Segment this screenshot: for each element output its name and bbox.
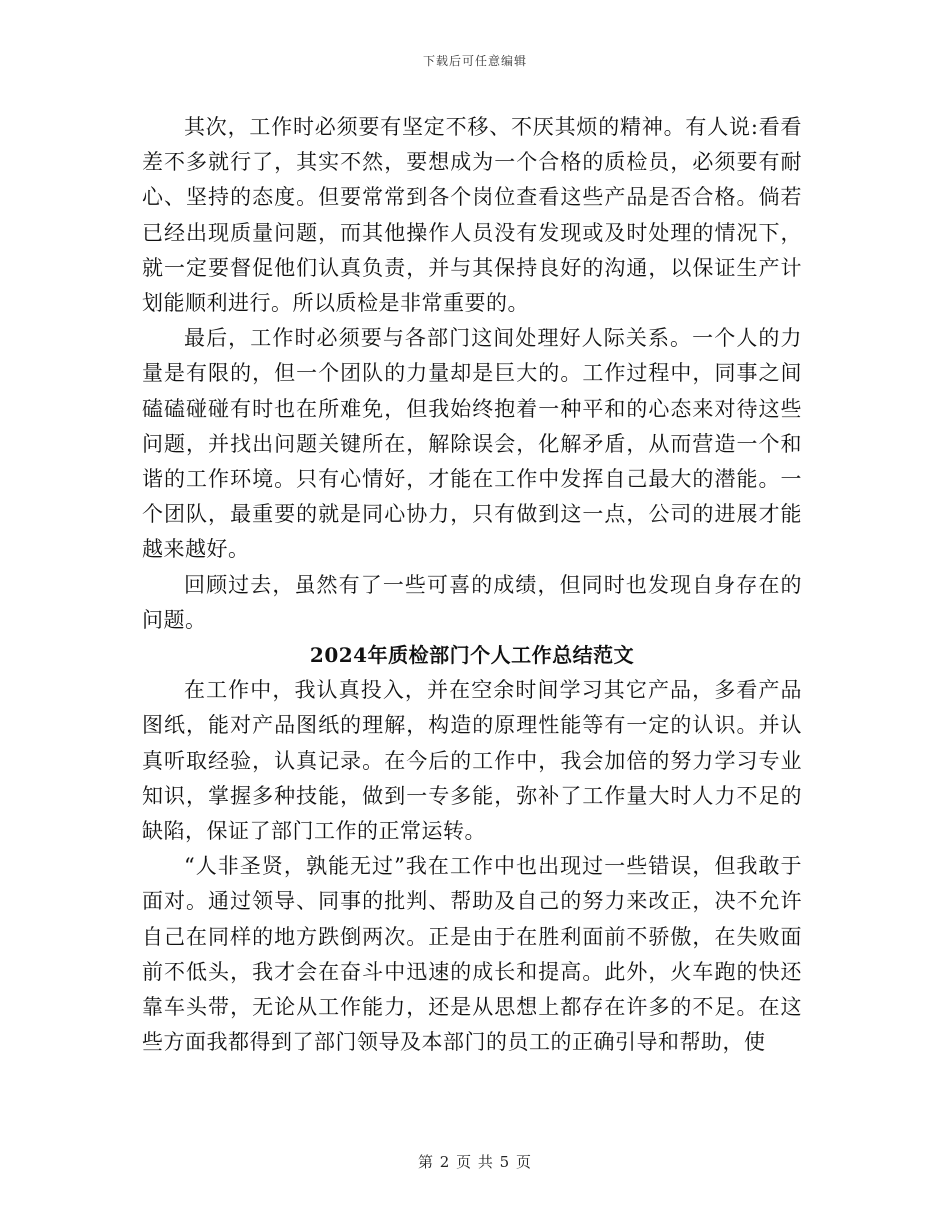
section-title: 2024年质检部门个人工作总结范文 <box>309 643 635 668</box>
page-header-note: 下载后可任意编辑 <box>422 54 527 68</box>
paragraph: 回顾过去，虽然有了一些可喜的成绩，但同时也发现自身存在的问题。 <box>142 572 802 632</box>
page-number: 第 2 页 共 5 页 <box>418 1153 532 1171</box>
paragraph: 最后，工作时必须要与各部门这间处理好人际关系。一个人的力量是有限的，但一个团队的力量却是巨大的。工作过程中，同事之间磕磕碰碰有时也在所难免，但我始终抱着一种平和的心态来对待这些问题，并找出问题关键所在，解除误会，化解矛盾，从而营造一个和谐的工作环境。只有心情好，才能在工作中发挥自己最大的潜能。一个团队，最重要的就是同心协力，只有做到这一点，公司的进展才能越来越好。 <box>142 326 802 562</box>
document-body <box>142 110 802 1060</box>
paragraph: 其次，工作时必须要有坚定不移、不厌其烦的精神。有人说:看看差不多就行了，其实不然，要想成为一个合格的质检员，必须要有耐心、坚持的态度。但要常常到各个岗位查看这些产品是否合格。倘若已经出现质量问题，而其他操作人员没有发现或及时处理的情况下，就一定要督促他们认真负责，并与其保持良好的沟通，以保证生产计划能顺利进行。所以质检是非常重要的。 <box>142 115 802 316</box>
paragraph: 在工作中，我认真投入，并在空余时间学习其它产品，多看产品图纸，能对产品图纸的理解，构造的原理性能等有一定的认识。并认真听取经验，认真记录。在今后的工作中，我会加倍的努力学习专业知识，掌握多种技能，做到一专多能，弥补了工作量大时人力不足的缺陷，保证了部门工作的正常运转。 <box>142 678 802 844</box>
paragraph: “人非圣贤，孰能无过”我在工作中也出现过一些错误，但我敢于面对。通过领导、同事的批判、帮助及自己的努力来改正，决不允许自己在同样的地方跌倒两次。正是由于在胜利面前不骄傲，在失败面前不低头，我才会在奋斗中迅速的成长和提高。此外，火车跑的快还靠车头带，无论从工作能力，还是从思想上都存在许多的不足。在这些方面我都得到了部门领导及本部门的员工的正确引导和帮助，使 <box>142 854 802 1055</box>
